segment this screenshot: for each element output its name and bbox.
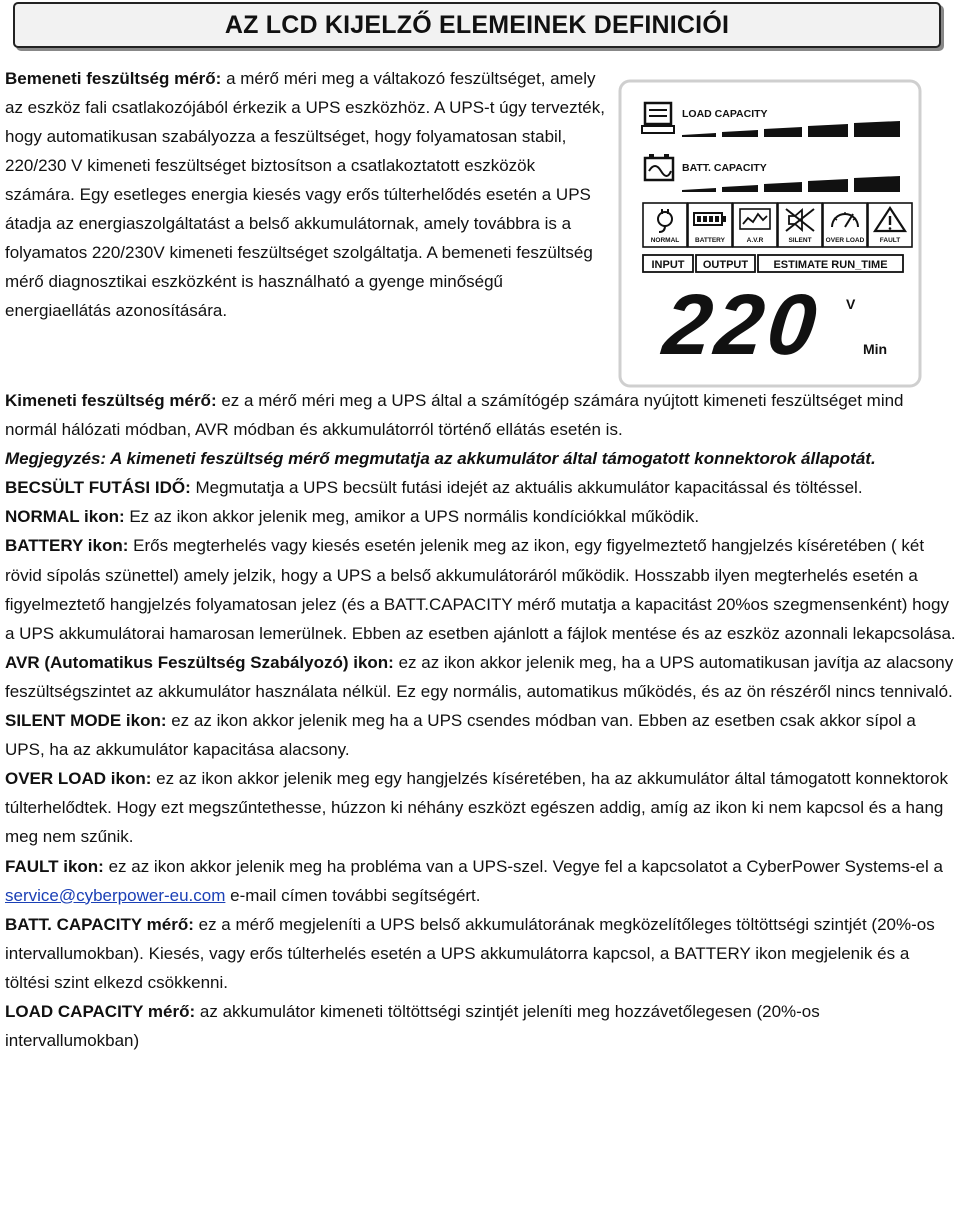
intro-term: Bemeneti feszültség mérő: [5,69,222,88]
section-text: Erős megterhelés vagy kiesés esetén jelenik meg az ikon, egy figyelmeztető hangjelzés kíséretében ( két rövid sípolás szünettel) amely jelzik, hogy a UPS a belső akkumulátoráról működik. Hosszabb ilyen megterhelés esetén a figyelmeztető hangjelzés folyamatosan jelez (és a BATT.CAPACITY mérő mutatja a kapacitást 20%os szegmensenként) hogy a UPS akkumulátorai hamarosan lemerülnek. Ebben az esetben ajánlott a fájlok mentése és az eszköz azonnali lekapcsolása. [5,536,956,643]
definitions-body [5,386,957,1055]
tab-output: OUTPUT [702,259,749,271]
intro-paragraph [5,64,605,325]
lcd-reading [657,277,825,373]
section-term: NORMAL ikon: [5,507,125,527]
page-title: AZ LCD KIJELZŐ ELEMEINEK DEFINICIÓI [224,10,730,39]
lcd-display-diagram [618,79,923,389]
section-term: LOAD CAPACITY mérő: [5,1001,196,1021]
section-text: ez a mérő méri meg a UPS által a számítógép számára nyújtott kimeneti feszültséget mind normál hálózati módban, AVR módban és akkumulátorról történő ellátás esetén is. [5,391,904,440]
support-email-link[interactable]: service@cyberpower-eu.com [5,885,226,905]
section-term: BATT. CAPACITY mérő: [5,914,194,934]
tab-estimate-run-time: ESTIMATE RUN_TIME [773,259,888,271]
section-text: Ez az ikon akkor jelenik meg, amikor a UPS normális kondíciókkal működik. [124,507,700,527]
batt-capacity-label: BATT. CAPACITY [682,162,767,174]
icon-label-fault: FAULT [879,237,901,244]
section-text: ez az ikon akkor jelenik meg ha a UPS csendes módban van. Ebben az esetben csak akkor sípol a UPS, ha az akkumulátor kapacitása alacsony. [5,711,916,760]
section-silent-icon [5,706,957,764]
section-output-voltage [5,386,957,444]
section-text: ez az ikon akkor jelenik meg egy hangjelzés kíséretében, ha az akkumulátor által támogatott konnektorok túlterhelődtek. Hogy ezt megszűntethesse, húzzon ki néhány eszközt egészen addig, amíg az ikon ki nem kapcsol és a hang meg nem szűnik. [5,769,949,847]
lcd-unit-v: V [846,296,856,312]
section-term: Kimeneti feszültség mérő: [5,391,217,410]
section-text: ez a mérő megjeleníti a UPS belső akkumulátorának megközelítőleges töltöttségi szintjét (20%-os intervallumokban). Kiesés, vagy erős túlterhelés esetén a UPS akkumulátorra kapcsol, a BATTERY ikon megjelenik és a töltési szint elkezd csökkenni. [5,914,935,992]
section-text: ez az ikon akkor jelenik meg ha probléma van a UPS-szel. Vegye fel a kapcsolatot a CyberPower Systems-el a [103,856,943,876]
icon-label-silent: SILENT [788,237,812,244]
title-box [13,2,941,48]
icon-label-overload: OVER LOAD [825,237,865,244]
lcd-unit-min: Min [863,341,888,357]
section-text: Megmutatja a UPS becsült futási idejét az aktuális akkumulátor kapacitással és töltéssel. [190,478,863,498]
tab-input: INPUT [651,259,685,271]
section-term: AVR (Automatikus Feszültség Szabályozó) ikon: [5,652,394,672]
section-text: az akkumulátor kimeneti töltöttségi szintjét jeleníti meg hozzávetőlegesen (20%-os intervallumokban) [5,1001,820,1051]
icon-label-battery: BATTERY [695,237,725,244]
section-term: OVER LOAD ikon: [5,769,152,789]
section-term: BATTERY ikon: [5,536,129,556]
intro-text: a mérő méri meg a váltakozó feszültséget, amely az eszköz fali csatlakozójából érkezik a UPS eszközhöz. A UPS-t úgy tervezték, hogy automatikusan szabályozza a feszültséget, hogy folyamatosan stabil, 220/230 V kimeneti feszültséget biztosítson a csatlakoztatott eszközök számára. Egy esetleges energia kiesés vagy erős túlterhelődés esetén a UPS átadja az energiaszolgáltatást a belső akkumulátornak, amely továbbra is a folyamatos 220/230V kimeneti feszültséget szolgáltatja. A bemeneti feszültség mérő diagnosztikai eszközként is használható a gyenge minőségű energiaellátás azonosítására. [5,69,605,320]
section-estimated-runtime [5,473,957,502]
section-text: e-mail címen további segítségért. [225,885,481,905]
section-fault-icon [5,852,957,910]
section-term: BECSÜLT FUTÁSI IDŐ: [5,478,191,498]
load-capacity-label: LOAD CAPACITY [682,108,768,120]
section-batt-capacity [5,910,957,997]
section-overload-icon [5,764,957,851]
section-note [5,444,957,473]
section-text: ez az ikon akkor jelenik meg, ha a UPS automatikusan javítja az alacsony feszültségszintet az akkumulátor használata nélkül. Ez egy normális, automatikus működés, és az ön részéről nincs tennivaló. [5,652,954,701]
section-avr-icon [5,648,957,706]
lcd-reading-value: 220 [659,277,825,373]
icon-label-avr: A.V.R [746,237,764,244]
section-battery-icon [5,531,957,647]
section-term: FAULT ikon: [5,856,104,876]
icon-label-normal: NORMAL [650,237,680,244]
section-normal-icon [5,502,957,531]
section-term: SILENT MODE ikon: [5,711,167,731]
note-text: Megjegyzés: A kimeneti feszültség mérő megmutatja az akkumulátor által támogatott konnektorok állapotát. [5,449,876,469]
section-load-capacity [5,997,957,1055]
